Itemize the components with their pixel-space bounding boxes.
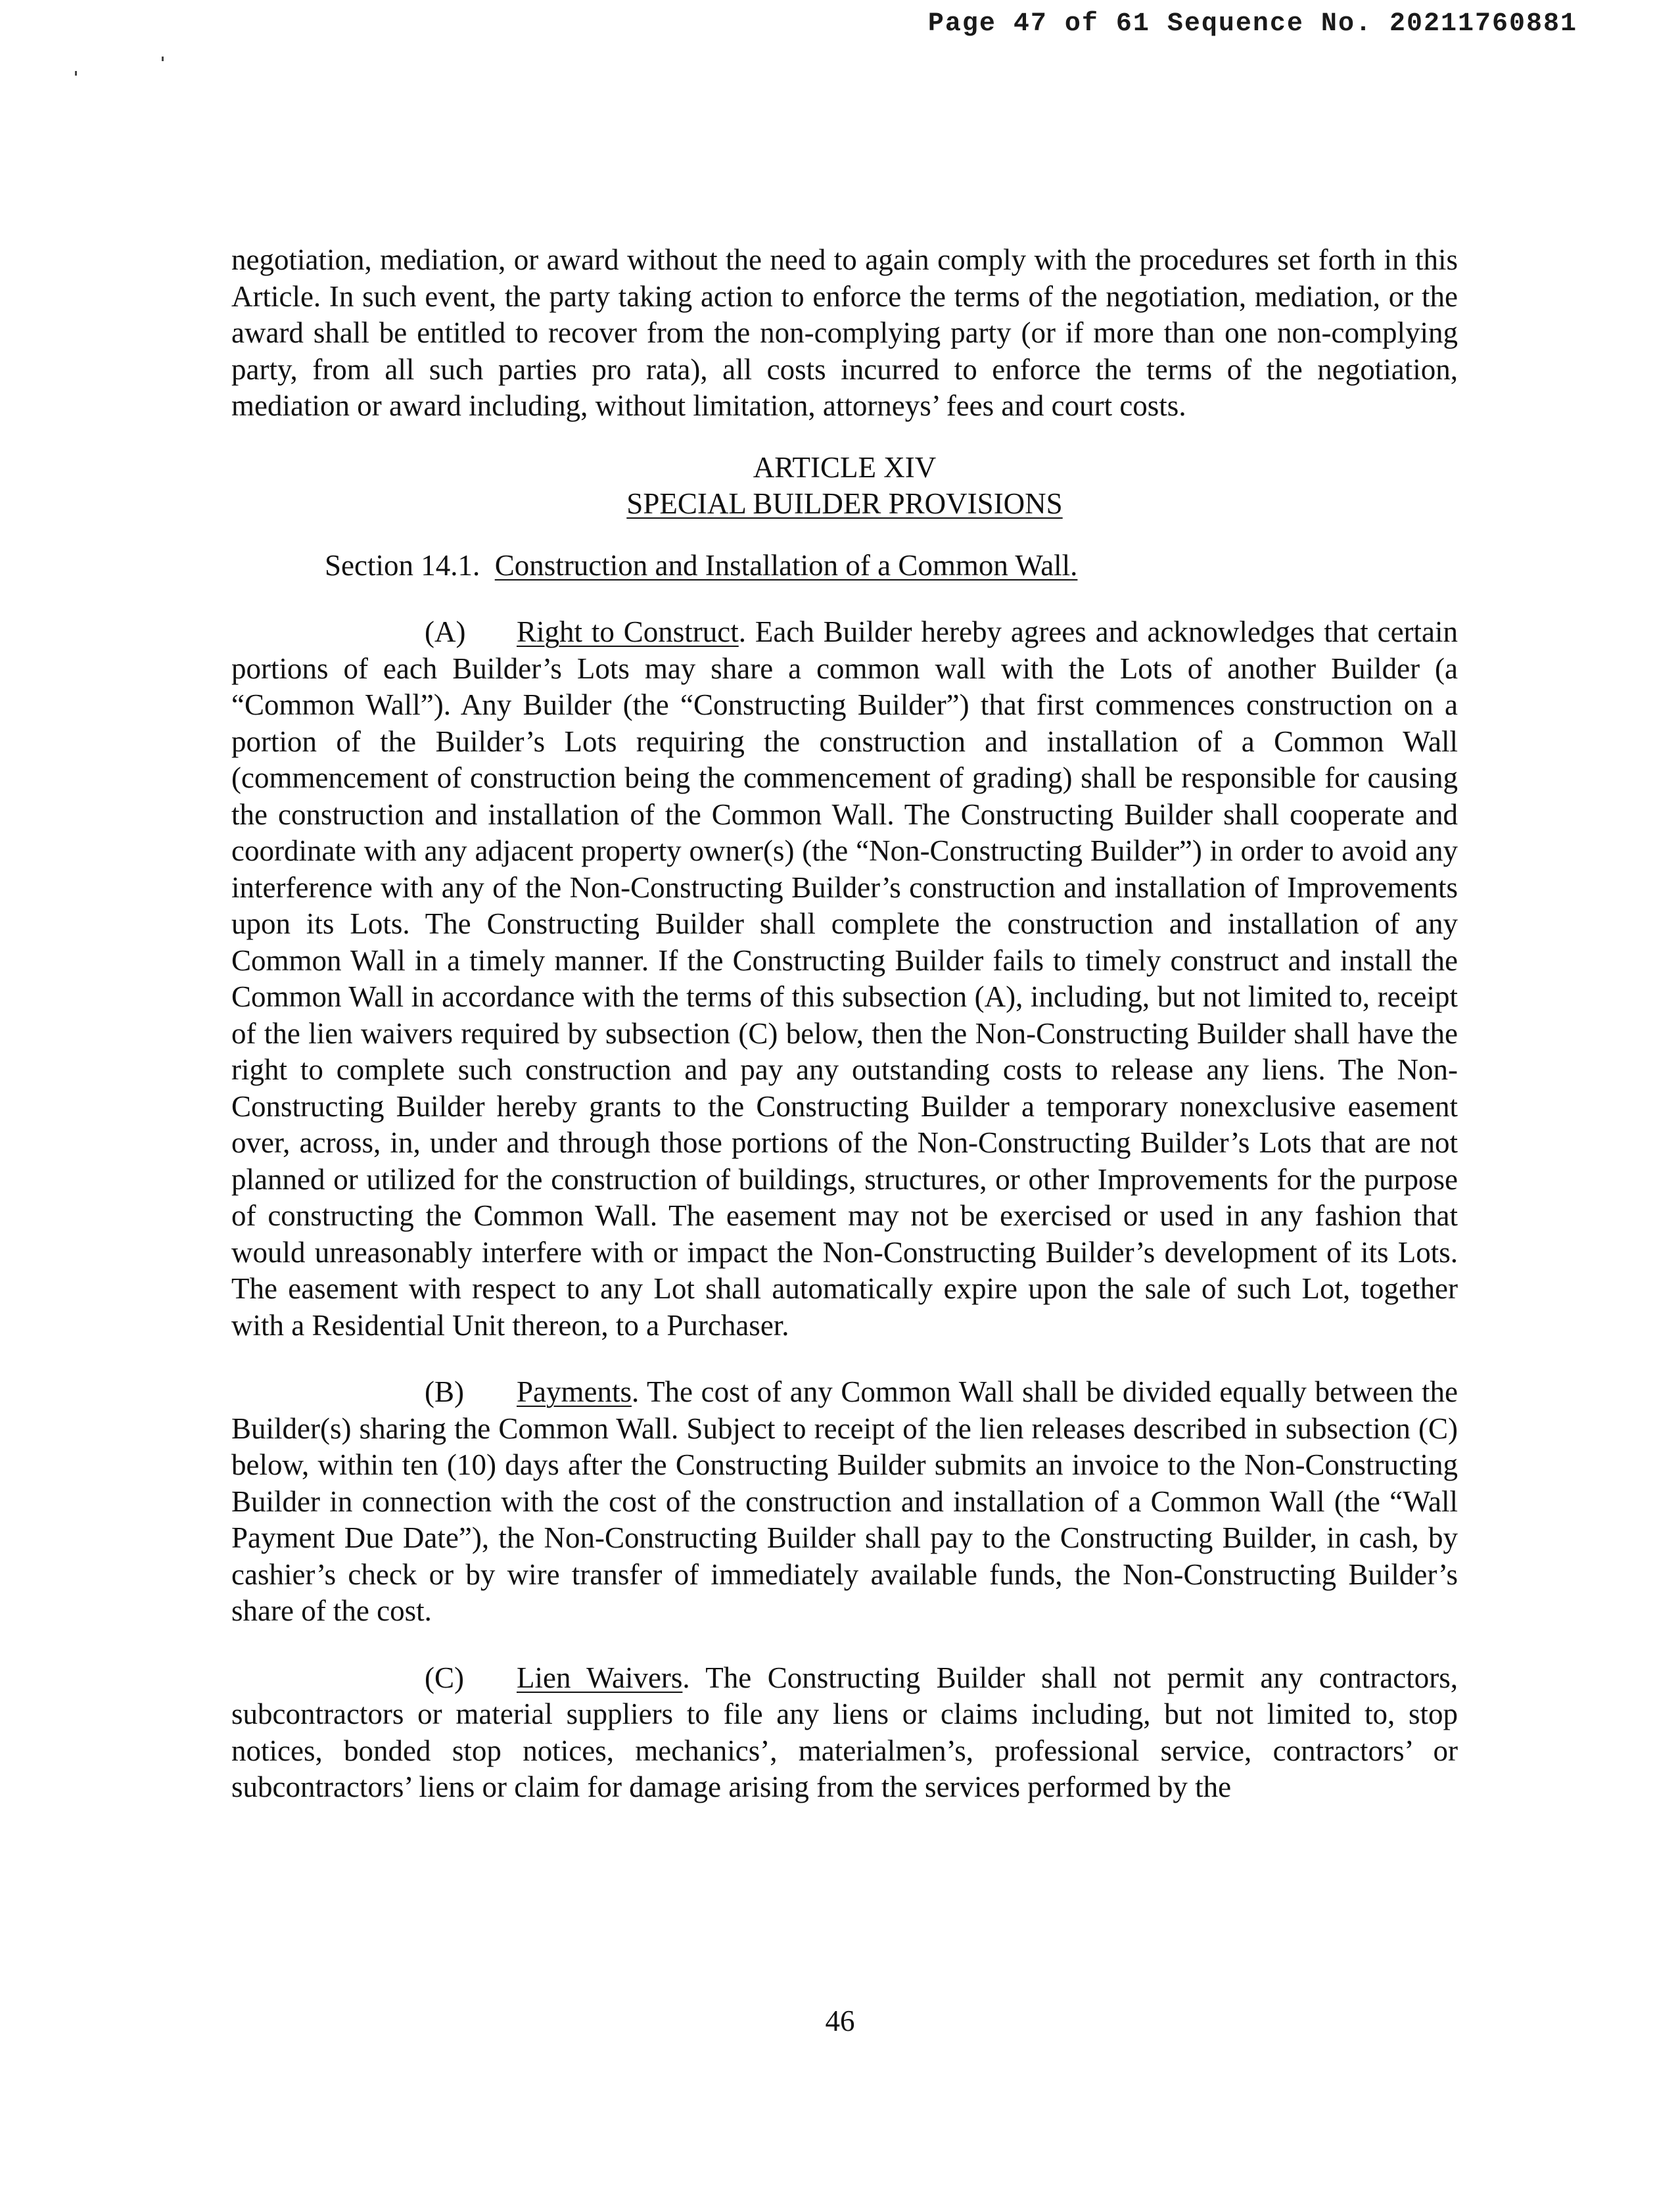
subsection-label: (C) — [425, 1661, 464, 1694]
subsection-c — [231, 1660, 1458, 1806]
article-heading — [231, 450, 1458, 523]
subsection-a — [231, 614, 1458, 1344]
document-body — [231, 242, 1458, 1806]
continuation-paragraph: negotiation, mediation, or award without the need to again comply with the procedures set forth in this Article. In such event, the party taking action to enforce the terms of the negotiation, mediation, or the award shall be entitled to recover from the non-complying party (or if more than one non-complying party, from all such parties pro rata), all costs incurred to enforce the terms of the negotiation, mediation or award including, without limitation, attorneys’ fees and court costs. — [231, 243, 1458, 422]
subsection-b — [231, 1374, 1458, 1630]
subsection-heading: Right to Construct — [517, 615, 739, 648]
page-number: 46 — [825, 2004, 855, 2037]
subsection-heading: Lien Waivers — [517, 1661, 683, 1694]
filing-stamp: Page 47 of 61 Sequence No. 20211760881 — [927, 9, 1577, 39]
scan-speck — [162, 57, 164, 61]
section-number: Section 14.1. — [325, 548, 480, 582]
subsection-label: (B) — [425, 1375, 464, 1408]
subsection-text: . The cost of any Common Wall shall be divided equally between the Builder(s) sharing the Common Wall. Subject to receipt of the lien releases described in subsection (C) below, within ten (10) days after the Constructing Builder submits an invoice to the Non-Constructing Builder in connection with the cost of the construction and installation of a Common Wall (the “Wall Payment Due Date”), the Non-Constructing Builder shall pay to the Constructing Builder, in cash, by cashier’s check or by wire transfer of immediately available funds, the Non-Constructing Builder’s share of the cost. — [231, 1375, 1458, 1627]
section-heading — [231, 548, 1458, 584]
subsection-label: (A) — [425, 615, 466, 648]
article-number: ARTICLE XIV — [753, 450, 937, 484]
scan-speck — [75, 71, 77, 76]
section-title: Construction and Installation of a Common Wall. — [494, 548, 1078, 582]
subsection-heading: Payments — [517, 1375, 632, 1408]
article-title: SPECIAL BUILDER PROVISIONS — [626, 487, 1063, 520]
subsection-text: . The Constructing Builder shall not permit any contractors, subcontractors or material suppliers to file any liens or claims including, but not limited to, stop notices, bonded stop notices, mechanics’, materialmen’s, professional service, contractors’ or subcontractors’ liens or claim for damage arising from the services performed by the — [231, 1661, 1458, 1803]
subsection-text: . Each Builder hereby agrees and acknowledges that certain portions of each Builder’s Lots may share a common wall with the Lots of another Builder (a “Common Wall”). Any Builder (the “Constructing Builder”) that first commences construction on a portion of the Builder’s Lots requiring the construction and installation of a Common Wall (commencement of construction being the commencement of grading) shall be responsible for causing the construction and installation of the Common Wall. The Constructing Builder shall cooperate and coordinate with any adjacent property owner(s) (the “Non-Constructing Builder”) in order to avoid any interference with any of the Non-Constructing Builder’s construction and installation of Improvements upon its Lots. The Constructing Builder shall complete the construction and installation of any Common Wall in a timely manner. If the Constructing Builder fails to timely construct and install the Common Wall in accordance with the terms of this subsection (A), including, but not limited to, receipt of the lien waivers required by subsection (C) below, then the Non-Constructing Builder shall have the right to complete such construction and pay any outstanding costs to release any liens. The Non-Constructing Builder hereby grants to the Constructing Builder a temporary nonexclusive easement over, across, in, under and through those portions of the Non-Constructing Builder’s Lots that are not planned or utilized for the construction of buildings, structures, or other Improvements for the purpose of constructing the Common Wall. The easement may not be exercised or used in any fashion that would unreasonably interfere with or impact the Non-Constructing Builder’s development of its Lots. The easement with respect to any Lot shall automatically expire upon the sale of such Lot, together with a Residential Unit thereon, to a Purchaser. — [231, 615, 1458, 1342]
